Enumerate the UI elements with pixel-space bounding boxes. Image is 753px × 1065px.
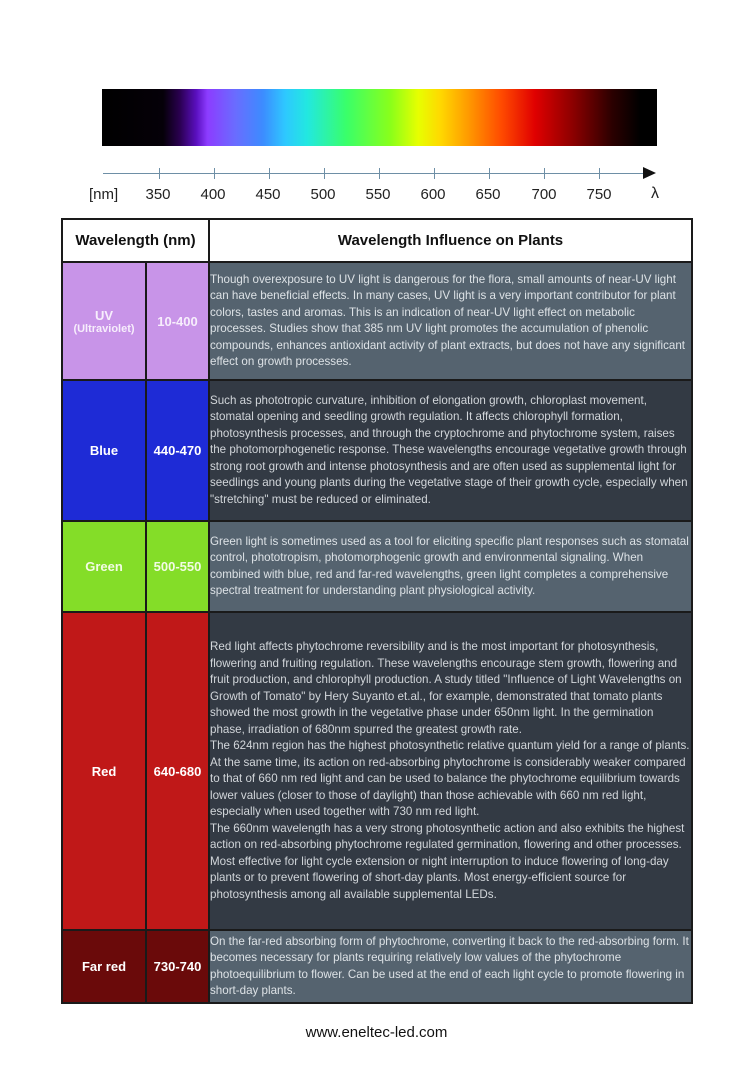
axis-tick xyxy=(489,168,490,179)
axis-tick xyxy=(544,168,545,179)
table-row-red xyxy=(62,612,692,930)
description-paragraph: The 624nm region has the highest photosynthetic relative quantum yield for a range of plants. At the same time, its action on red-absorbing phytochrome is considerably weaker compared to that of 660 nm red light and can be used to balance the phytochrome equilibrium towards lower values (closer to those of daylight) than those achievable with 660 nm red light, especially when used together with 730 nm red light. xyxy=(210,739,690,818)
band-name: Blue xyxy=(62,380,146,521)
wavelength-table xyxy=(61,218,693,1004)
band-range: 440-470 xyxy=(146,380,209,521)
description-paragraph: The 660nm wavelength has a very strong photosynthetic action and also exhibits the highest action on red-absorbing phytochrome regulated germination, flowering and other processes. Most effective for light cycle extension or night interruption to induce flowering of long-day plants or to prevent flowering of short-day plants. Most energy-efficient source for photosynthesis among all available supplemental LEDs. xyxy=(210,821,685,901)
band-range: 730-740 xyxy=(146,930,209,1003)
description-paragraph: On the far-red absorbing form of phytochrome, converting it back to the red-absorbing form. It becomes necessary for plants requiring relatively low values of the phytochrome photoequilibrium to flower. Can be used at the end of each light cycle to promote flowering in short-day plants. xyxy=(210,934,689,997)
axis-tick xyxy=(599,168,600,179)
axis-tick-label: 750 xyxy=(586,186,612,203)
band-description xyxy=(209,612,692,930)
table-row-uv xyxy=(62,262,692,380)
header-wavelength: Wavelength (nm) xyxy=(62,219,209,262)
band-description xyxy=(209,262,692,380)
wavelength-axis-line xyxy=(103,173,643,174)
footer-website: www.eneltec-led.com xyxy=(305,1024,448,1041)
axis-tick-label: 700 xyxy=(531,186,557,203)
band-description xyxy=(209,930,692,1003)
band-name: UV xyxy=(94,307,114,323)
description-paragraph: Red light affects phytochrome reversibility and is the most important for photosynthesis, flowering and fruiting regulation. These wavelengths encourage stem growth, flowering and fruit production, and chlorophyll production. A study titled "Influence of Light Wavelengths on Growth of Tomato" by Hery Suyanto et.al., for example, demonstrated that tomato plants showed the most growth in the vegetative phase under 650nm light. In the germination phase, irradiation of 680nm spurred the greatest growth rate. xyxy=(210,640,682,736)
axis-unit-label: [nm] xyxy=(89,186,119,203)
axis-arrow-icon xyxy=(643,167,656,179)
band-subname: (Ultraviolet) xyxy=(73,322,135,335)
band-name: Red xyxy=(62,612,146,930)
band-description xyxy=(209,380,692,521)
axis-tick-label: 500 xyxy=(310,186,336,203)
band-range: 10-400 xyxy=(146,262,209,380)
table-row-far-red xyxy=(62,930,692,1003)
axis-tick xyxy=(159,168,160,179)
axis-tick-label: 400 xyxy=(200,186,226,203)
table-row-blue xyxy=(62,380,692,521)
description-paragraph: Such as phototropic curvature, inhibition of elongation growth, chloroplast movement, stomatal opening and seedling growth regulation. It affects chlorophyll formation, photosynthesis processes, and through the cryptochrome and phytochrome system, raises the photomorphogenetic response. These wavelengths encourage vegetative growth through strong root growth and intense photosynthesis and are often used as supplemental light for seedlings and young plants during the vegetative stage of their growth cycle, especially when "stretching" must be reduced or eliminated. xyxy=(210,393,688,506)
axis-tick-label: 650 xyxy=(475,186,501,203)
band-name-cell xyxy=(62,262,146,380)
axis-tick xyxy=(269,168,270,179)
axis-tick-label: 450 xyxy=(255,186,281,203)
band-range: 500-550 xyxy=(146,521,209,612)
band-description xyxy=(209,521,692,612)
axis-tick-label: 550 xyxy=(365,186,391,203)
description-paragraph: Green light is sometimes used as a tool for eliciting specific plant responses such as stomatal control, phototropism, photomorphogenic growth and environmental signaling. When combined with blue, red and far-red wavelengths, green light completes a comprehensive spectral treatment for understanding plant physiological activity. xyxy=(210,534,689,597)
band-range: 640-680 xyxy=(146,612,209,930)
lambda-symbol: λ xyxy=(651,185,659,202)
axis-tick xyxy=(214,168,215,179)
axis-tick-label: 600 xyxy=(420,186,446,203)
axis-tick-label: 350 xyxy=(145,186,171,203)
band-name: Green xyxy=(62,521,146,612)
axis-tick xyxy=(379,168,380,179)
table-header-row xyxy=(62,219,692,262)
header-influence: Wavelength Influence on Plants xyxy=(209,219,692,262)
axis-tick xyxy=(324,168,325,179)
table-row-green xyxy=(62,521,692,612)
axis-tick xyxy=(434,168,435,179)
color-spectrum-bar xyxy=(102,89,657,146)
band-name: Far red xyxy=(62,930,146,1003)
description-paragraph: Though overexposure to UV light is dangerous for the flora, small amounts of near-UV light can have beneficial effects. In many cases, UV light is a very important contributor for plant colors, tastes and aromas. This is an indication of near-UV light effect on metabolic processes. Studies show that 385 nm UV light promotes the accumulation of phenolic compounds, enhances antioxidant activity of plant extracts, but does not have any significant effect on growth processes. xyxy=(210,272,685,368)
